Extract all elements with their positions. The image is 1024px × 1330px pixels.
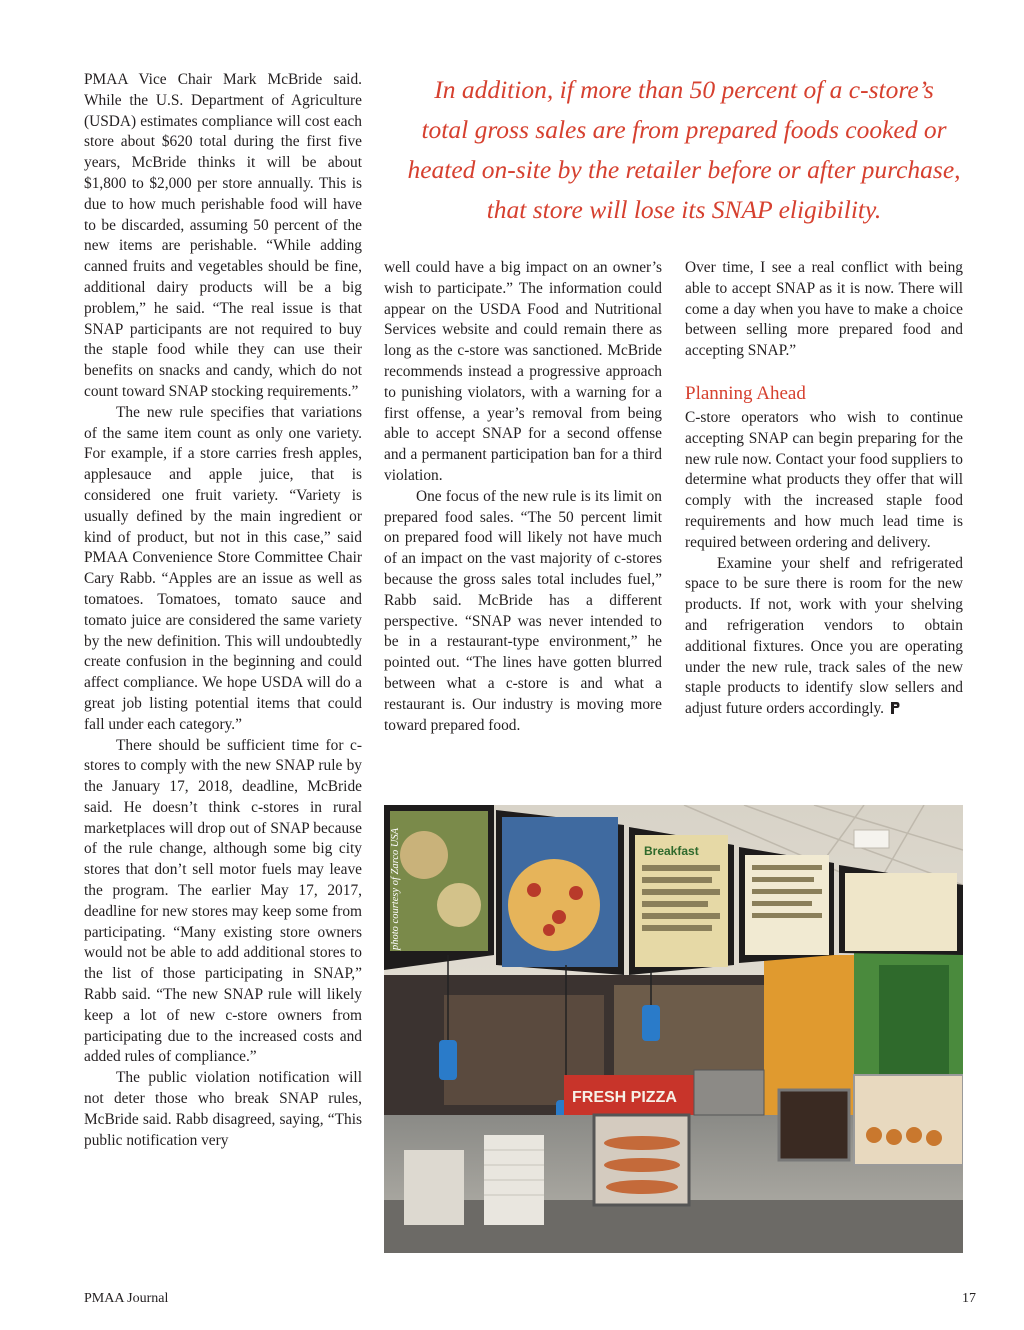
pull-quote-line: that store will lose its SNAP eligibility. bbox=[486, 195, 882, 224]
pull-quote-line: heated on-site by the retailer before or after purchase, bbox=[407, 155, 961, 184]
paragraph: PMAA Vice Chair Mark McBride said. While the U.S. Department of Agriculture (USDA) estimates compliance will cost each store about $620 total during the first five years, McBride thinks it will be about $1,800 to $2,000 per store annually. This is due to how much perishable food will have to be discarded, assuming 50 percent of the new items are perishable. “While adding canned fruits and vegetables should be fine, additional dairy products will be a big problem,” he said. “The real issue is that SNAP participants are not required to buy the staple food while they can use their benefits on snacks and candy, which do not count toward SNAP stocking requirements.” bbox=[84, 71, 362, 400]
paragraph: There should be sufficient time for c-stores to comply with the new SNAP rule by the January 17, 2018, deadline, McBride said. He doesn’t think c-stores in rural marketplaces will drop out of SNAP because of the rule change, although some big city stores that don’t sell motor fuels may leave the program. The earlier May 17, 2017, deadline for new stores may keep some from participating. “Many existing store owners would not be able to add additional stores to the list of those participating in SNAP,” Rabb said. “The new SNAP rule will likely keep a lot of new c-store owners from participating due to the increased costs and added rules of compliance.” bbox=[84, 736, 362, 1066]
photo-credit bbox=[390, 820, 404, 950]
fresh-pizza-sign: FRESH PIZZA bbox=[572, 1089, 677, 1106]
paragraph: C-store operators who wish to continue accepting SNAP can begin preparing for the new rule now. Contact your food suppliers to determine what products they offer that will comply with the increased staple food requirements and how much lead time is required between ordering and delivery. bbox=[685, 408, 963, 551]
footer-publication: PMAA Journal bbox=[84, 1291, 169, 1306]
paragraph: One focus of the new rule is its limit on prepared food sales. “The 50 percent limit on prepared food will likely not have much of an impact on the vast majority of c-stores because the gross sales total includes fuel,” Rabb said. McBride has a different perspective. “SNAP was never intended to be in a restaurant-type environment,” he pointed out. “The lines have gotten blurred between what a c-store is and what a restaurant is. Our industry is moving more toward prepared food. bbox=[384, 487, 662, 734]
end-of-article-icon bbox=[890, 701, 900, 715]
store-photo bbox=[384, 805, 963, 1253]
article-column-3 bbox=[685, 258, 963, 720]
paragraph bbox=[685, 554, 963, 720]
article-column-2 bbox=[384, 258, 662, 736]
paragraph: The public violation notification will not deter those who break SNAP rules, McBride said. Rabb disagreed, saying, “This public notification very bbox=[84, 1069, 362, 1149]
article-column-1 bbox=[84, 70, 362, 1151]
page-number: 17 bbox=[962, 1291, 976, 1306]
pull-quote bbox=[384, 70, 984, 230]
paragraph-text: Examine your shelf and refrigerated space to be sure there is room for the new products. If not, work with your shelving and refrigeration vendors to obtain additional fixtures. Once you are operating under the new rule, track sales of the new staple products to identify slow sellers and adjust future orders accordingly. bbox=[685, 554, 963, 718]
photo-credit-text: photo courtesy of Zarco USA bbox=[390, 827, 401, 950]
paragraph: The new rule specifies that variations of the same item count as only one variety. For example, if a store carries fresh apples, applesauce and apple juice, that is considered one fruit variety. “Variety is usually defined by the main ingredient or kind of product, but not in this case,” said PMAA Convenience Store Committee Chair Cary Rabb. “Apples are an issue as well as tomatoes. Tomatoes, tomato sauce and tomato juice are considered the same variety by the new definition. This will undoubtedly create confusion in the beginning and could affect compliance. We hope USDA will do a great job listing potential items that could fall under each category.” bbox=[84, 403, 362, 733]
menu-board-heading: Breakfast bbox=[644, 844, 699, 858]
pull-quote-line: total gross sales are from prepared foods cooked or bbox=[421, 115, 947, 144]
paragraph: Over time, I see a real conflict with being able to accept SNAP as it is now. There will come a day when you have to make a choice between selling more prepared food and accepting SNAP.” bbox=[685, 259, 963, 360]
pull-quote-line: In addition, if more than 50 percent of a c-store’s bbox=[434, 75, 934, 104]
paragraph: well could have a big impact on an owner’s wish to participate.” The information could appear on the USDA Food and Nutritional Services website and could remain there as long as the c-store was sanctioned. McBride recommends instead a progressive approach to punishing violators, with a warning for a first offense, a year’s removal from being able to accept SNAP for a second offense and a permanent participation ban for a third violation. bbox=[384, 259, 662, 484]
section-subhead: Planning Ahead bbox=[685, 382, 806, 404]
